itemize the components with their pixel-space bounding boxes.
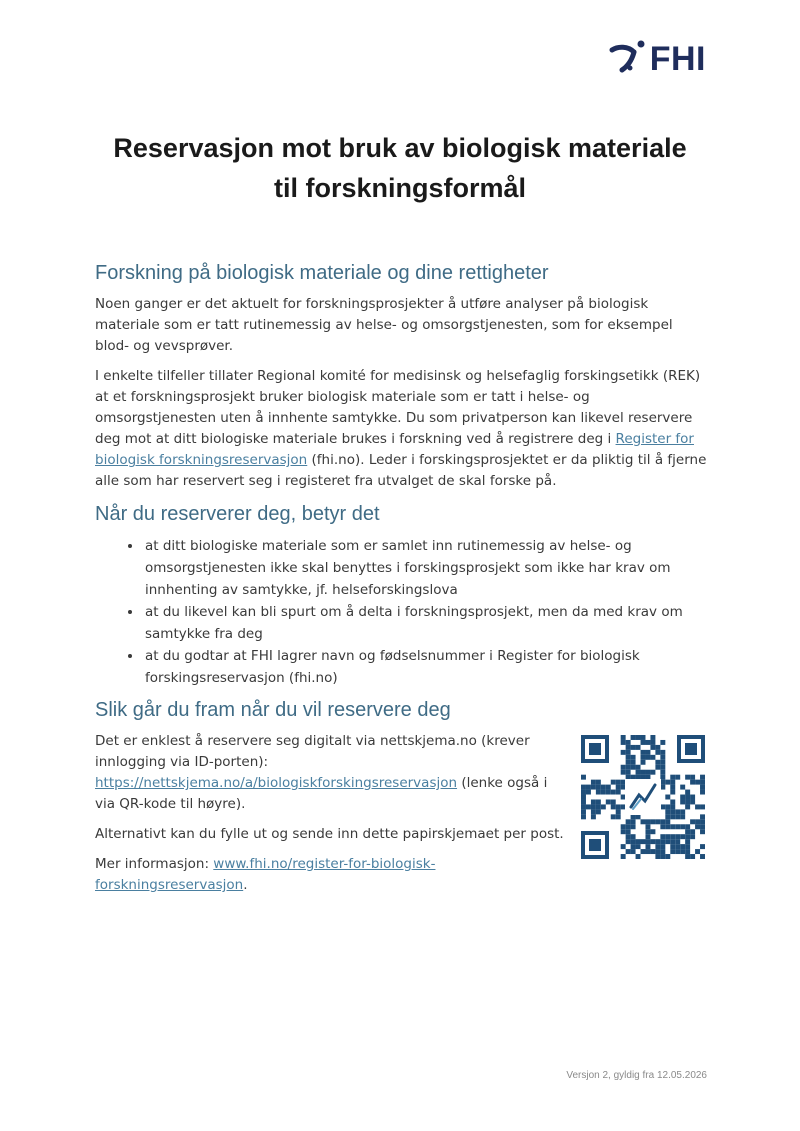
list-item: • at ditt biologiske materiale som er samlet inn rutinemessig av helse- og omsorgstjenesten ikke skal benyttes i forskingsprosjekt som ikke har krav om innhenting av samtykke, jf. helseforskingslova	[143, 535, 707, 601]
fhi-logo-mark-icon	[608, 38, 646, 80]
how-to-text	[95, 731, 570, 905]
list-item: • at du godtar at FHI lagrer navn og fødselsnummer i Register for biologisk forskingsreservasjon (fhi.no)	[143, 645, 707, 689]
paragraph-text: Det er enklest å reservere seg digitalt via nettskjema.no (krever innlogging via ID-porten):	[95, 733, 530, 770]
how-to-row	[95, 731, 707, 905]
title-line-1: Reservasjon mot bruk av biologisk materiale	[113, 133, 687, 163]
implications-list	[95, 535, 707, 689]
paragraph-text: I enkelte tilfeller tillater Regional komité for medisinsk og helsefaglig forskingsetikk (REK) at et forskningsprosjekt bruker biologisk materiale som er tatt i helse- og omsorgstjenesten uten å innhente samtykke. Du som privatperson kan likevel reservere deg mot at ditt biologiske materiale brukes i forskning ved å registrere deg i	[95, 368, 701, 447]
section-how-to-heading: Slik går du fram når du vil reservere deg	[95, 699, 451, 721]
section-how-to	[95, 697, 707, 905]
section-implications	[95, 501, 707, 689]
nettskjema-link[interactable]: https://nettskjema.no/a/biologiskforskingsreservasjon	[95, 775, 458, 791]
section-rights-paragraph-2	[95, 366, 707, 492]
register-link[interactable]: Register for biologisk forskningsreservasjon	[95, 431, 694, 468]
list-item: • at du likevel kan bli spurt om å delta i forskningsprosjekt, men da med krav om samtykke fra deg	[143, 601, 707, 645]
paragraph-text: Mer informasjon:	[95, 856, 214, 872]
section-implications-heading: Når du reserverer deg, betyr det	[95, 503, 380, 525]
how-to-paragraph-3	[95, 854, 570, 896]
page-title	[0, 128, 800, 208]
more-info-link[interactable]: www.fhi.no/register-for-biologisk-forskningsreservasjon	[95, 856, 436, 893]
paragraph-text: (fhi.no). Leder i forskingsprosjektet er da pliktig til å fjerne alle som har reservert seg i registeret fra utvalget de skal forske på.	[95, 452, 707, 489]
how-to-paragraph-2: Alternativt kan du fylle ut og sende inn dette papirskjemaet per post.	[95, 826, 564, 842]
title-line-2: til forskningsformål	[273, 173, 527, 203]
document-body	[95, 260, 707, 905]
section-rights-paragraph-1: Noen ganger er det aktuelt for forskningsprosjekter å utføre analyser på biologisk materiale som er tatt rutinemessig av helse- og omsorgstjenesten, som for eksempel blod- og vevsprøver.	[95, 296, 673, 354]
fhi-logo	[608, 38, 706, 80]
version-footer: Versjon 2, gyldig fra 12.05.2026	[566, 1070, 707, 1081]
paragraph-text: (lenke også i via QR-kode til høyre).	[95, 775, 548, 812]
how-to-paragraph-1	[95, 731, 570, 815]
paragraph-text: .	[243, 877, 248, 893]
section-rights-heading: Forskning på biologisk materiale og dine rettigheter	[95, 262, 549, 284]
section-rights	[95, 260, 707, 492]
logo-text: FHI	[649, 40, 706, 78]
qr-code-icon[interactable]	[579, 733, 707, 861]
